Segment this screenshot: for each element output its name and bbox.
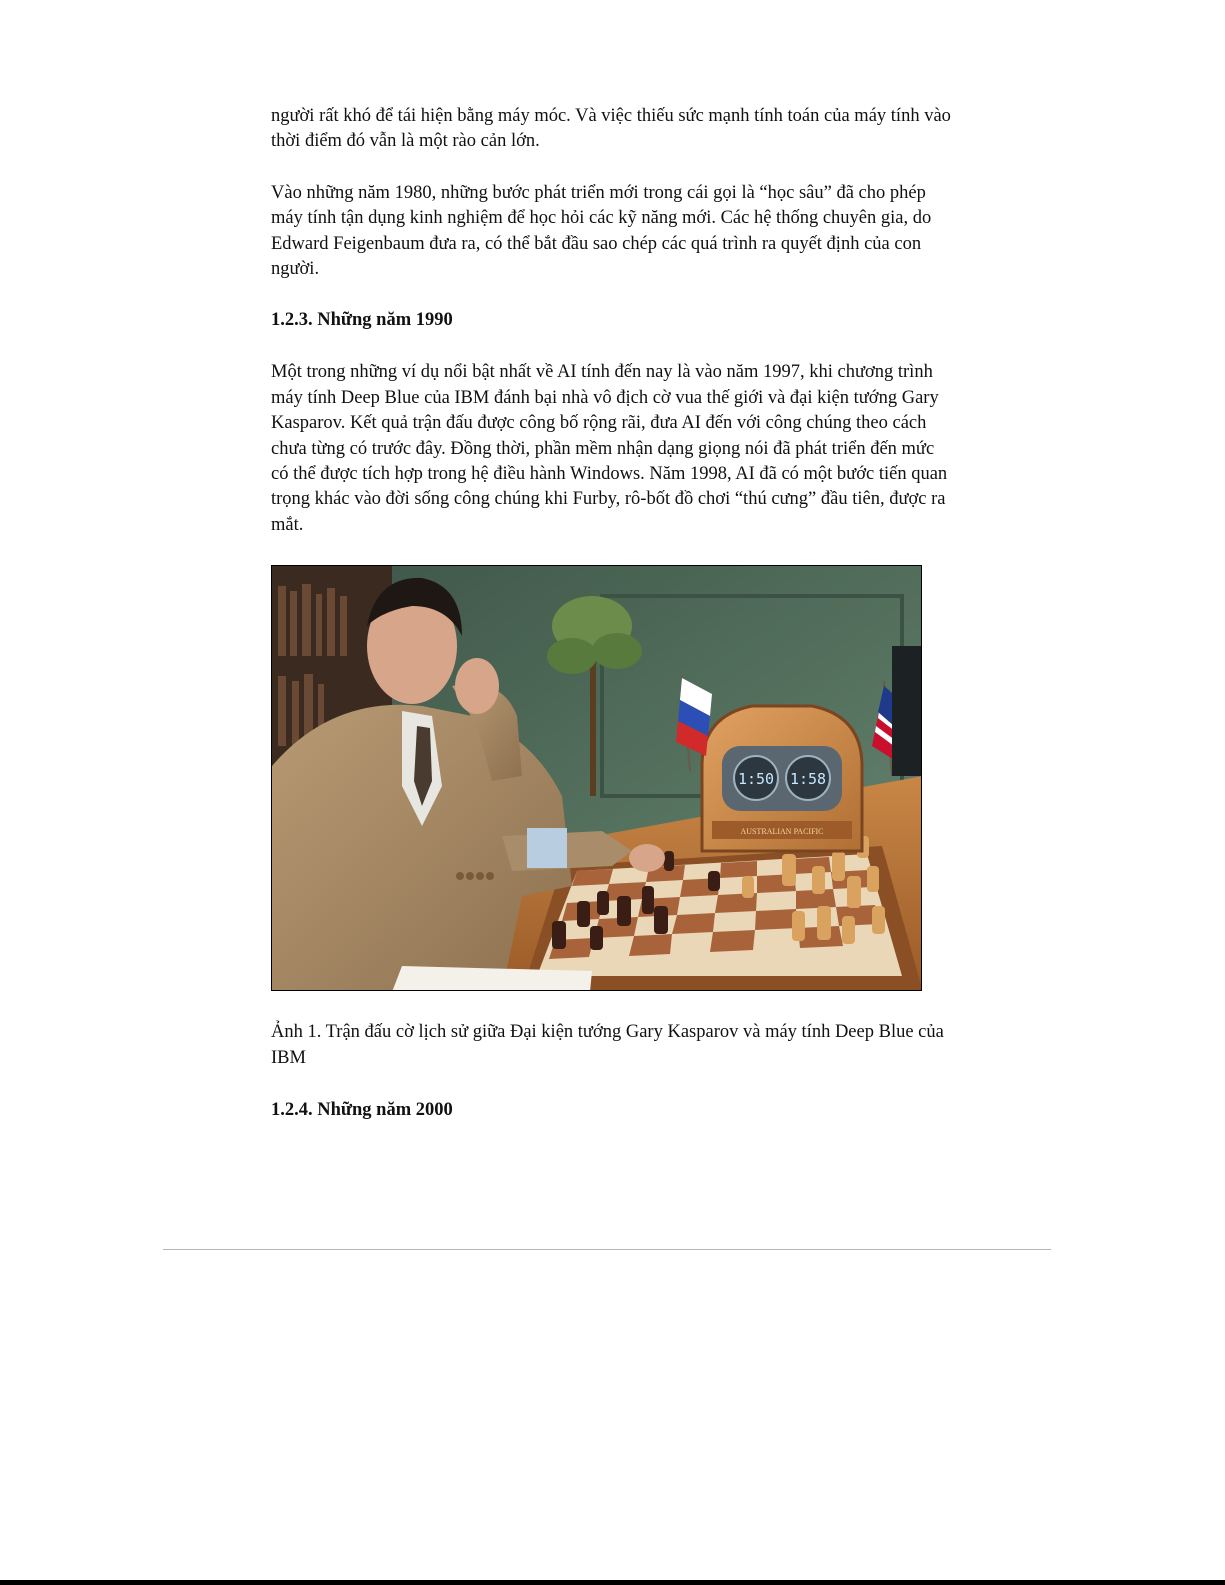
clock-right-display: 1:58 (789, 770, 827, 789)
paragraph-intro: người rất khó để tái hiện bằng máy móc. Và việc thiếu sức mạnh tính toán của máy tính vào thời điểm đó vẫn là một rào cản lớn. (271, 106, 951, 152)
page-footer-divider (163, 1249, 1051, 1250)
document-body (271, 104, 951, 1150)
paragraph-1990s: Một trong những ví dụ nổi bật nhất về AI tính đến nay là vào năm 1997, khi chương trình máy tính Deep Blue của IBM đánh bại nhà vô địch cờ vua thế giới và đại kiện tướng Gary Kasparov. Kết quả trận đấu được công bố rộng rãi, đưa AI đến với công chúng theo cách chưa từng có trước đây. Đồng thời, phần mềm nhận dạng giọng nói đã phát triển đến mức có thể được tích hợp trong hệ điều hành Windows. Năm 1998, AI đã có một bước tiến quan trọng khác vào đời sống công chúng khi Furby, rô-bốt đồ chơi “thú cưng” đầu tiên, được ra mắt. (271, 362, 948, 535)
chess-match-photo (271, 565, 922, 991)
section-heading-2000s: 1.2.4. Những năm 2000 (271, 1100, 453, 1121)
paragraph-1980s: Vào những năm 1980, những bước phát triển mới trong cái gọi là “học sâu” đã cho phép máy tính tận dụng kinh nghiệm để học hỏi các kỹ năng mới. Các hệ thống chuyên gia, do Edward Feigenbaum đưa ra, có thể bắt đầu sao chép các quá trình ra quyết định của con người. (271, 182, 932, 280)
chessboard-squares (537, 854, 902, 976)
page-bottom-edge (0, 1580, 1225, 1585)
clock-brand-label: AUSTRALIAN PACIFIC (740, 827, 824, 837)
section-heading-1990s: 1.2.3. Những năm 1990 (271, 310, 453, 331)
figure-caption: Ảnh 1. Trận đấu cờ lịch sử giữa Đại kiện tướng Gary Kasparov và máy tính Deep Blue của IBM (271, 1022, 944, 1068)
clock-left-display: 1:50 (737, 770, 775, 789)
chess-clock (702, 706, 862, 851)
monitor-edge (892, 646, 922, 776)
